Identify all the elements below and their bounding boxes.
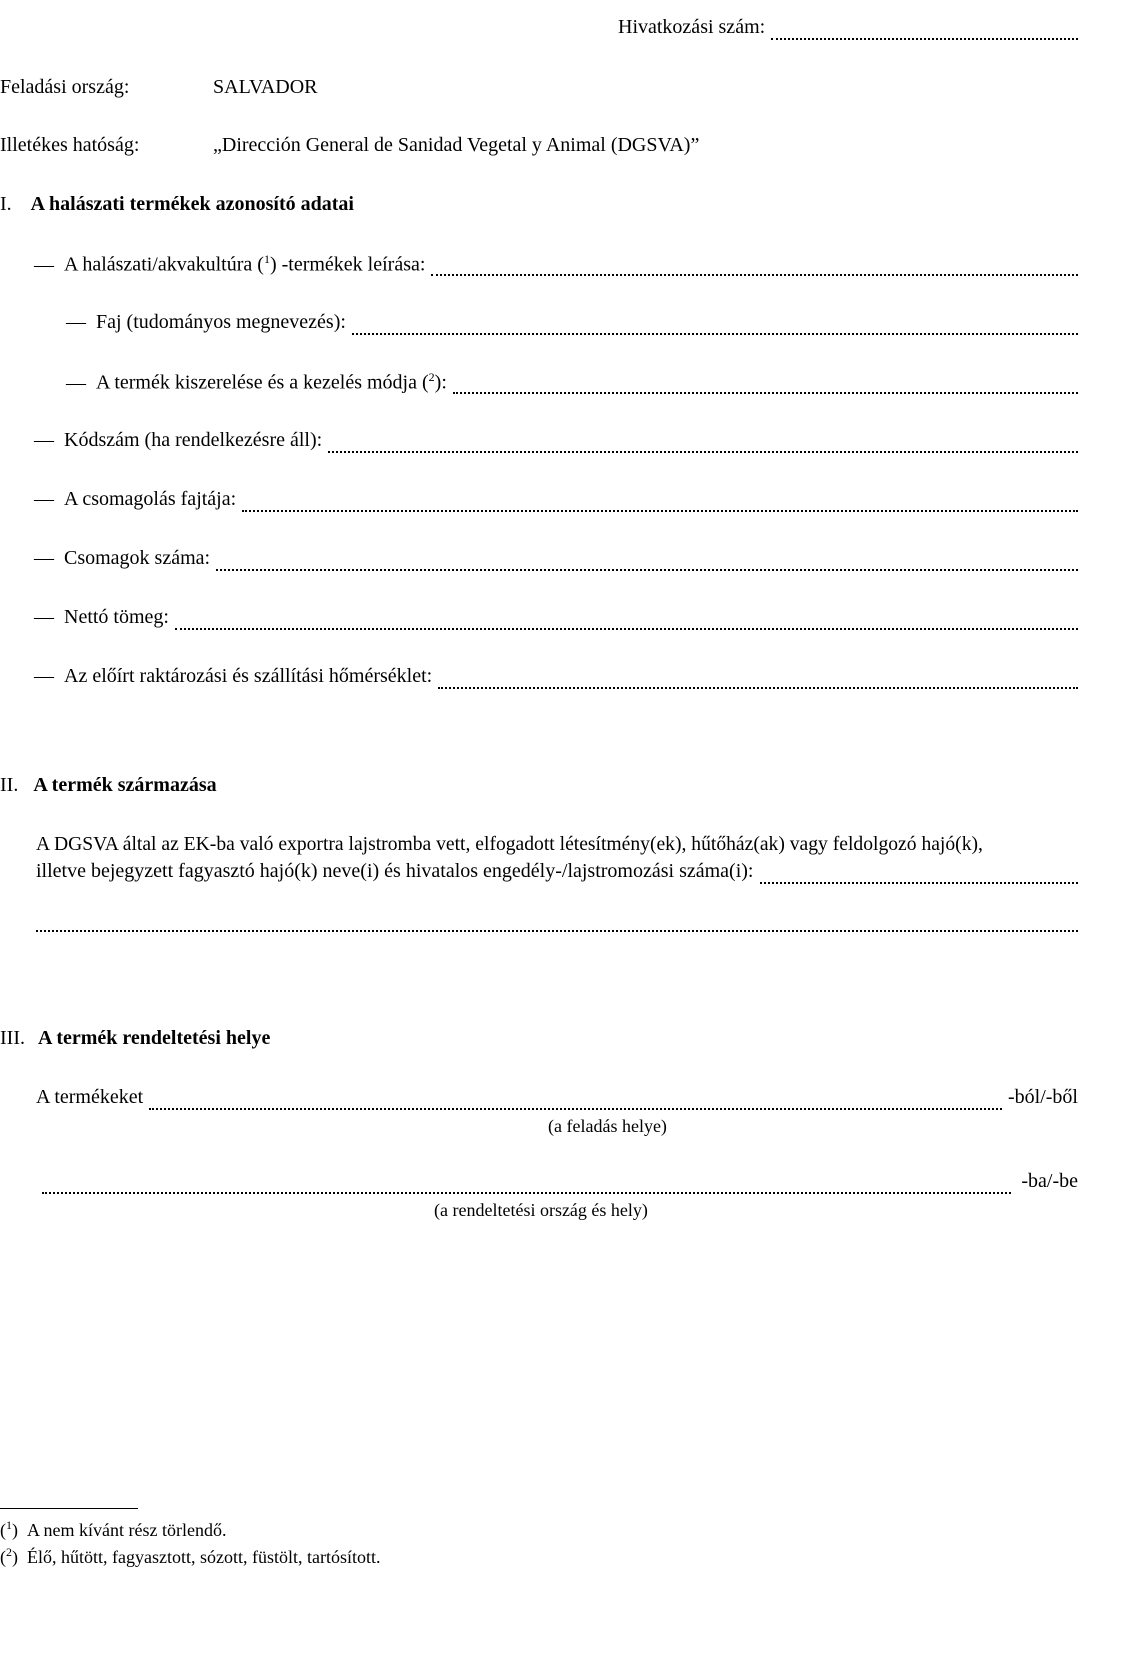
dash: —: [34, 253, 54, 276]
dash: —: [66, 371, 86, 394]
packaging-row: [34, 488, 1078, 518]
dash: —: [34, 547, 54, 569]
temperature-row: [34, 665, 1078, 695]
packages-count-field[interactable]: [216, 569, 1078, 571]
country-value: SALVADOR: [213, 76, 318, 98]
code-row: [34, 429, 1078, 459]
dispatch-place-caption: (a feladás helye): [548, 1116, 667, 1136]
product-description-label: A halászati/akvakultúra ($^1$) -termékek leírása:: [64, 252, 426, 276]
presentation-row: [66, 370, 1078, 400]
section-2-title: A termék származása: [33, 774, 217, 796]
dispatch-place-row: [36, 1086, 1078, 1116]
footnote-2: ($^2$) Élő, hűtött, fagyasztott, sózott, füstölt, tartósított.: [0, 1545, 381, 1567]
product-description-row: [34, 252, 1078, 282]
country-label: Feladási ország:: [0, 76, 130, 98]
origin-text-line-2: illetve bejegyzett fagyasztó hajó(k) neve(i) és hivatalos engedély-/lajstromozási száma(i):: [36, 860, 754, 882]
destination-suffix: -ba/-be: [1021, 1170, 1078, 1192]
establishment-field[interactable]: [760, 882, 1079, 884]
code-field[interactable]: [328, 451, 1078, 453]
section-3-number: III.: [0, 1027, 25, 1049]
dash: —: [66, 311, 86, 333]
origin-text-line-2-row: [36, 860, 1078, 890]
temperature-field[interactable]: [438, 687, 1078, 689]
section-2-heading: [0, 774, 217, 797]
presentation-label: A termék kiszerelése és a kezelés módja ($^2$):: [96, 370, 447, 394]
section-3-heading: [0, 1027, 270, 1050]
section-1-title: A halászati termékek azonosító adatai: [30, 193, 354, 215]
code-label: Kódszám (ha rendelkezésre áll):: [64, 429, 323, 451]
species-row: [66, 311, 1078, 341]
species-label: Faj (tudományos megnevezés):: [96, 311, 346, 333]
destination-caption: (a rendeltetési ország és hely): [434, 1200, 648, 1220]
dash: —: [34, 429, 54, 451]
presentation-field[interactable]: [453, 392, 1078, 394]
footnote-1: ($^1$) A nem kívánt rész törlendő.: [0, 1518, 227, 1540]
product-description-field[interactable]: [431, 274, 1078, 276]
species-field[interactable]: [352, 333, 1078, 335]
origin-text-line-1: A DGSVA által az EK-ba való exportra lajstromba vett, elfogadott létesítmény(ek), hűtőház(ak) vagy feldolgozó hajó(k),: [36, 834, 983, 855]
establishment-field-continued[interactable]: [36, 930, 1078, 932]
reference-number-label: Hivatkozási szám:: [618, 16, 766, 38]
section-1-number: I.: [0, 193, 12, 215]
destination-field[interactable]: [42, 1192, 1011, 1194]
packaging-field[interactable]: [242, 510, 1078, 512]
dispatch-intro-label: A termékeket: [36, 1086, 144, 1108]
packages-count-label: Csomagok száma:: [64, 547, 211, 569]
dispatch-place-field[interactable]: [149, 1108, 1002, 1110]
dash: —: [34, 665, 54, 687]
packaging-label: A csomagolás fajtája:: [64, 488, 237, 510]
net-weight-field[interactable]: [175, 628, 1078, 630]
dash: —: [34, 606, 54, 628]
reference-number-row: [618, 16, 1078, 46]
dash: —: [34, 488, 54, 510]
net-weight-label: Nettó tömeg:: [64, 606, 169, 628]
temperature-label: Az előírt raktározási és szállítási hőmérséklet:: [64, 665, 433, 687]
net-weight-row: [34, 606, 1078, 636]
packages-count-row: [34, 547, 1078, 577]
section-3-title: A termék rendeltetési helye: [37, 1027, 271, 1049]
reference-number-field[interactable]: [771, 38, 1078, 40]
authority-label: Illetékes hatóság:: [0, 134, 140, 156]
dispatch-suffix: -ból/-ből: [1008, 1086, 1078, 1108]
footnote-separator: [0, 1508, 138, 1509]
establishment-continuation-row: [36, 908, 1078, 938]
destination-row: [42, 1170, 1078, 1200]
section-1-heading: [0, 193, 354, 216]
section-2-number: II.: [0, 774, 19, 796]
authority-value: „Dirección General de Sanidad Vegetal y Animal (DGSVA)”: [213, 134, 700, 156]
